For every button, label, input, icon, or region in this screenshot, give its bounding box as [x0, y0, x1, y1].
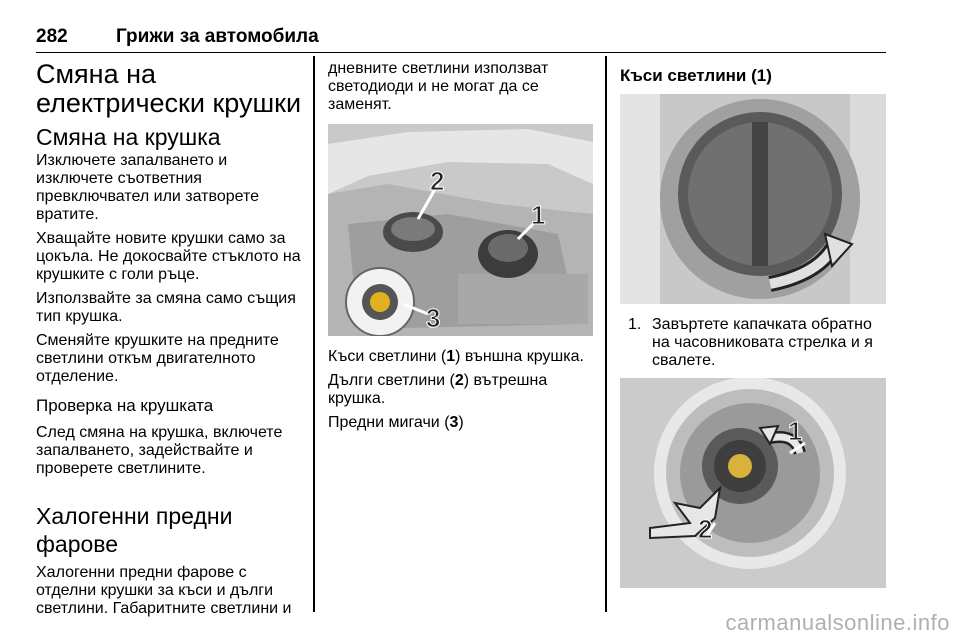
subsection-heading-halogen: Халогенни предни фарове — [36, 503, 233, 557]
figure-label-1: 1 — [788, 416, 803, 446]
headlight-rear-figure — [328, 124, 593, 336]
paragraph: Използвайте за смяна само същия тип крушка. — [36, 290, 296, 325]
figure-label-2: 2 — [430, 166, 445, 196]
paragraph: дневните светлини използват светодиоди и не могат да се заменят. — [328, 60, 549, 113]
column-divider-2 — [605, 56, 607, 612]
paragraph: Изключете запалването и изключете съответния превключвател или затворете вратите. — [36, 152, 260, 223]
section-title: Смяна на електрически крушки — [36, 59, 302, 118]
low-beam-cap-figure — [620, 94, 886, 304]
caption-high-beam: Дълги светлини (2) вътрешна крушка. — [328, 372, 548, 407]
figure-label-2: 2 — [698, 514, 713, 544]
subsection-heading-bulb-replacement: Смяна на крушка — [36, 124, 221, 150]
caption-low-beam: Къси светлини (1) външна крушка. — [328, 348, 584, 365]
step-number: 1. — [628, 316, 642, 333]
caption-turn-signal: Предни мигачи (3) — [328, 414, 464, 431]
page-header — [36, 26, 886, 53]
paragraph: Халогенни предни фарове с отделни крушки за къси и дълги светлини. Габаритните светлини и — [36, 564, 292, 617]
figure-label-3: 3 — [426, 303, 441, 333]
watermark: carmanualsonline.info — [725, 610, 950, 635]
low-beam-bulb-figure — [620, 378, 886, 588]
subsection-heading-bulb-check: Проверка на крушката — [36, 396, 214, 415]
instruction-step-1 — [620, 316, 886, 370]
paragraph: След смяна на крушка, включете запалването, задействайте и проверете светлините. — [36, 424, 283, 477]
column-1 — [36, 60, 304, 624]
subsection-heading-low-beam: Къси светлини (1) — [620, 66, 772, 85]
paragraph: Сменяйте крушките на предните светлини откъм двигателното отделение. — [36, 332, 279, 385]
paragraph: Хващайте новите крушки само за цокъла. Не докосвайте стъклото на крушките с голи ръце. — [36, 230, 301, 283]
page-number: 282 — [36, 26, 68, 47]
column-2 — [328, 60, 593, 438]
column-3 — [620, 60, 886, 588]
figure-label-1: 1 — [531, 200, 546, 230]
column-divider-1 — [313, 56, 315, 612]
step-text: Завъртете капачката обратно на часовниковата стрелка и я свалете. — [652, 316, 873, 369]
chapter-title: Грижи за автомобила — [116, 26, 319, 47]
